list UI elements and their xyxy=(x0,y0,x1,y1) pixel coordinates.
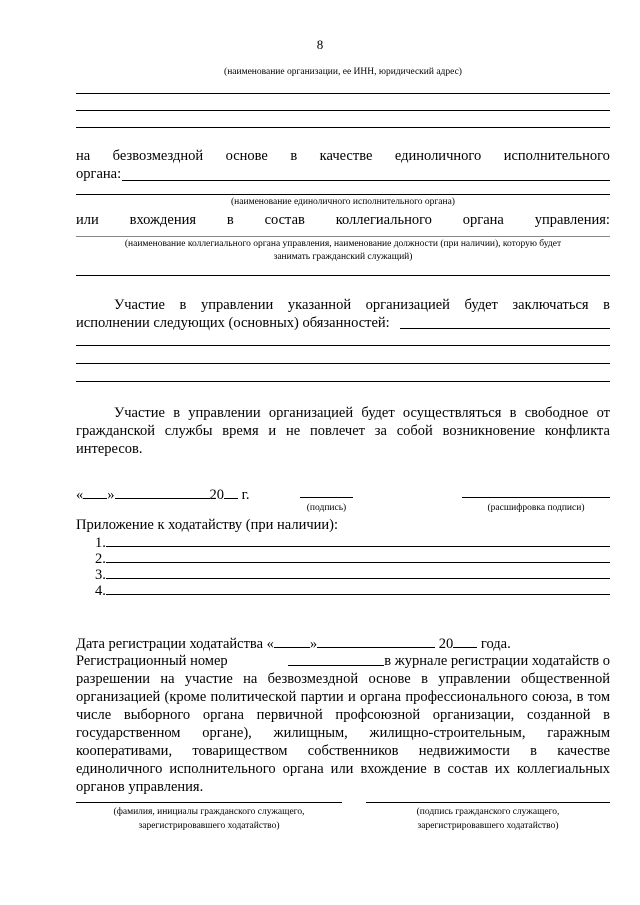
duties-line-2 xyxy=(76,363,610,364)
word: управления: xyxy=(534,212,610,228)
word: основе xyxy=(225,148,268,164)
free-time-paragraph: Участие в управлении организацией будет осуществляться в свободное от гражданской службы время и не повлечет за собой возникновение конфликта интересов. xyxy=(76,405,610,457)
appendix-item-1: 1. xyxy=(95,535,106,551)
reg-number-start: Регистрационный номер xyxy=(76,653,228,669)
org-line-1 xyxy=(76,93,610,94)
word: органа xyxy=(462,212,504,228)
reg-year-suffix: года. xyxy=(480,636,511,652)
appendix-item-3: 3. xyxy=(95,567,106,583)
org-line-3 xyxy=(76,127,610,128)
appendix-line-4 xyxy=(106,594,610,595)
word: состав xyxy=(264,212,305,228)
reg-year-prefix: 20 xyxy=(438,636,454,652)
sole-executive-line xyxy=(76,147,610,165)
appendix-line-2 xyxy=(106,562,610,563)
collegial-line-blank xyxy=(76,236,610,237)
decoding-blank xyxy=(462,497,610,498)
date-open-quote: « xyxy=(76,487,84,503)
date-row xyxy=(76,485,276,504)
reg-number-rest: в журнале регистрации ходатайств о xyxy=(384,653,610,669)
reg-date-label: Дата регистрации ходатайства « xyxy=(76,636,274,652)
reg-date-mid: » xyxy=(309,636,318,652)
appendix-label: Приложение к ходатайству (при наличии): xyxy=(76,517,339,533)
registration-date-row xyxy=(76,634,610,653)
day-blank xyxy=(83,485,107,499)
org-line-2 xyxy=(76,110,610,111)
date-close-quote: » xyxy=(107,487,115,503)
appendix-line-1 xyxy=(106,546,610,547)
right-sig-caption-1: (подпись гражданского служащего, xyxy=(416,807,560,817)
year-blank xyxy=(224,485,238,499)
organ-line xyxy=(122,180,610,181)
word: в xyxy=(226,212,234,228)
duties-line-3 xyxy=(76,381,610,382)
word: вхождения xyxy=(129,212,197,228)
duties-paragraph-end: исполнении следующих (основных) обязанностей: xyxy=(76,315,390,331)
word: безвозмездной xyxy=(112,148,204,164)
sole-caption: (наименование единоличного исполнительного органа) xyxy=(231,197,455,207)
duties-line-0 xyxy=(400,328,610,329)
org-caption: (наименование организации, ее ИНН, юридический адрес) xyxy=(224,67,462,77)
signature-blank xyxy=(300,497,353,498)
page-number: 8 xyxy=(316,37,324,52)
word: или xyxy=(76,212,99,228)
registrar-name-blank xyxy=(76,802,342,803)
year-suffix: г. xyxy=(241,487,250,503)
registration-number-row xyxy=(76,652,610,670)
left-sig-caption-1: (фамилия, инициалы гражданского служащего, xyxy=(113,807,305,817)
registrar-signature-blank xyxy=(366,802,610,803)
collegial-line-3 xyxy=(76,275,610,276)
word: качестве xyxy=(319,148,373,164)
collegial-line xyxy=(76,211,610,229)
reg-month-blank xyxy=(317,634,435,648)
word: единоличного xyxy=(394,148,482,164)
word: на xyxy=(76,148,91,164)
appendix-item-4: 4. xyxy=(95,583,106,599)
word: в xyxy=(290,148,298,164)
word: исполнительного xyxy=(503,148,610,164)
year-prefix: 20 xyxy=(209,487,224,503)
month-blank xyxy=(115,485,210,499)
reg-day-blank xyxy=(274,634,310,648)
registration-paragraph: разрешении на участие на безвозмездной основе в управлении общественной организацией (кроме политической партии и органа профессионального союза, в том числе выборного органа первичной профсоюзной организации, созданной в государственном органе), жилищным, жилищно-строительным, гаражным кооперативами, товариществом собственников недвижимости в качестве единоличного исполнительного органа или вхождение в состав их коллегиальных органов управления. xyxy=(76,671,610,795)
appendix-line-3 xyxy=(106,578,610,579)
collegial-caption-2: занимать гражданский служащий) xyxy=(273,252,413,262)
word: коллегиального xyxy=(335,212,432,228)
duties-line-1 xyxy=(76,345,610,346)
organ-line-2 xyxy=(76,194,610,195)
signature-caption: (подпись) xyxy=(306,503,347,513)
duties-paragraph-start: Участие в управлении указанной организацией будет заключаться в xyxy=(114,297,610,313)
reg-number-blank xyxy=(288,652,384,666)
organ-label: органа: xyxy=(76,166,122,182)
appendix-item-2: 2. xyxy=(95,551,106,567)
reg-year-blank xyxy=(453,634,477,648)
right-sig-caption-2: зарегистрировавшего ходатайство) xyxy=(417,821,559,831)
collegial-caption-1: (наименование коллегиального органа управления, наименование должности (при наличии), которую будет xyxy=(124,239,562,249)
left-sig-caption-2: зарегистрировавшего ходатайство) xyxy=(138,821,280,831)
decoding-caption: (расшифровка подписи) xyxy=(487,503,585,513)
